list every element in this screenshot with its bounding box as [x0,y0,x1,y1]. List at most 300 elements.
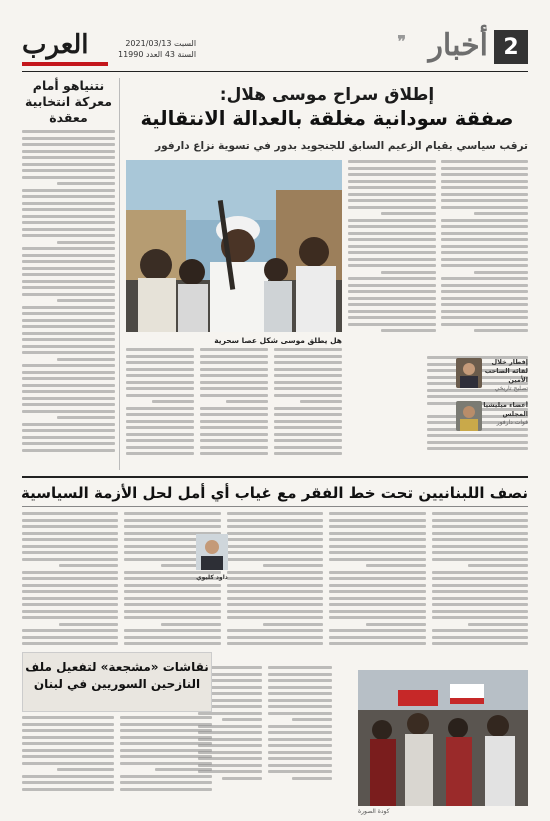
text-line [120,716,212,719]
text-line [274,439,342,442]
text-line [268,679,332,682]
text-line [22,267,115,270]
text-line [22,442,115,445]
text-line [227,616,323,619]
text-line [22,449,115,452]
text-line [329,525,425,528]
text-column [120,716,212,806]
author-name: إفطار خلال لقائه الصاحب الأمين [484,358,528,384]
text-line [22,221,115,224]
text-line [22,410,115,413]
text-column [348,160,436,350]
text-line [432,545,528,548]
text-line [348,206,436,209]
text-line [22,762,114,765]
text-line [22,729,114,732]
text-line [348,160,436,163]
text-line [227,642,323,645]
text-line [432,538,528,541]
text-line [57,299,115,302]
text-line [381,271,435,274]
text-line [348,199,436,202]
text-line [441,310,529,313]
text-line [329,584,425,587]
text-line [200,433,268,436]
text-line [226,400,268,403]
text-line [57,241,115,244]
text-line [268,744,332,747]
text-line [348,245,436,248]
text-line [57,182,115,185]
text-line [22,597,118,600]
text-line [441,251,529,254]
text-line [126,446,194,449]
text-line [155,768,212,771]
text-line [57,358,115,361]
text-line [124,616,220,619]
text-line [57,768,114,771]
text-line [432,551,528,554]
text-line [474,212,528,215]
text-line [200,413,268,416]
text-line [124,636,220,639]
text-column [227,512,323,662]
text-line [227,545,323,548]
text-line [120,729,212,732]
text-line [200,381,268,384]
text-line [22,436,115,439]
text-line [22,286,115,289]
text-line [348,290,436,293]
text-line [200,368,268,371]
text-line [348,303,436,306]
text-line [22,519,118,522]
text-column [22,512,118,662]
text-line [432,577,528,580]
text-line [200,439,268,442]
text-line [22,584,118,587]
text-line [441,297,529,300]
text-column [329,512,425,662]
text-line [22,716,114,719]
text-line [22,558,118,561]
text-line [348,277,436,280]
text-line [22,377,115,380]
text-line [432,629,528,632]
text-line [274,413,342,416]
text-line [22,610,118,613]
text-line [120,762,212,765]
headline-underline [22,506,528,507]
text-line [126,452,194,455]
text-line [348,264,436,267]
text-line [227,525,323,528]
newspaper-logo: العرب [22,30,89,60]
text-line [22,293,115,296]
text-line [120,755,212,758]
text-line [441,199,529,202]
text-line [22,260,115,263]
text-line [381,329,435,332]
text-line [22,176,115,179]
text-line [22,636,118,639]
text-line [22,525,118,528]
text-line [22,749,114,752]
text-line [124,584,220,587]
text-line [126,426,194,429]
text-line [200,394,268,397]
text-column [22,716,114,806]
text-line [126,374,194,377]
text-line [227,558,323,561]
text-line [329,532,425,535]
columnist-name: داود كليوي [196,574,228,581]
text-line [432,610,528,613]
text-line [381,212,435,215]
text-line [348,297,436,300]
section-name: أخبار [428,28,488,63]
text-line [348,180,436,183]
text-line [22,551,118,554]
text-line [348,173,436,176]
text-line [22,571,118,574]
section-divider [22,476,528,478]
text-line [22,788,114,791]
text-line [22,423,115,426]
text-line [329,551,425,554]
text-line [432,558,528,561]
text-line [348,316,436,319]
text-line [441,290,529,293]
text-line [268,764,332,767]
text-line [22,512,118,515]
text-column [126,348,194,470]
text-line [22,312,115,315]
author-name: أعضاء ميليشيا المجلس [483,401,528,418]
text-line [274,368,342,371]
text-line [227,590,323,593]
text-line [263,623,323,626]
text-line [348,251,436,254]
text-line [227,629,323,632]
text-line [329,545,425,548]
text-line [120,742,212,745]
text-line [22,228,115,231]
text-line [22,280,115,283]
text-line [348,186,436,189]
text-line [274,374,342,377]
text-line [441,232,529,235]
text-line [22,755,114,758]
main-photo-caption: هل يطلق موسى شكل عصا سحرية [214,336,342,345]
text-line [22,538,118,541]
text-line [274,394,342,397]
text-line [200,446,268,449]
text-line [124,603,220,606]
text-line [366,623,426,626]
main-headline-block [126,84,528,132]
text-line [200,426,268,429]
text-line [441,167,529,170]
text-line [126,394,194,397]
text-line [22,319,115,322]
text-line [227,584,323,587]
text-line [329,603,425,606]
main-story-photo [126,160,342,332]
text-line [22,254,115,257]
text-line [22,545,118,548]
text-line [441,303,529,306]
text-line [441,238,529,241]
text-line [274,387,342,390]
text-line [268,738,332,741]
quote-mark-icon: ❞ [397,32,406,51]
text-column [274,348,342,470]
text-line [274,407,342,410]
text-line [348,310,436,313]
text-line [59,564,119,567]
text-line [274,381,342,384]
text-line [124,590,220,593]
text-line [348,219,436,222]
text-line [268,731,332,734]
text-line [200,420,268,423]
text-line [126,420,194,423]
text-line [268,712,332,715]
text-line [268,673,332,676]
text-line [432,525,528,528]
text-line [120,781,212,784]
text-line [268,666,332,669]
text-line [441,284,529,287]
text-line [126,433,194,436]
text-line [124,610,220,613]
text-line [268,686,332,689]
text-line [227,597,323,600]
text-line [22,156,115,159]
text-line [222,718,262,721]
text-line [22,390,115,393]
text-line [329,629,425,632]
text-line [152,400,194,403]
boxed-story-title: نقاشات «مشجعة» لتفعيل ملف النازحين السوريين في لبنان [25,660,209,691]
text-line [200,452,268,455]
text-line [432,584,528,587]
text-line [263,564,323,567]
text-line [441,277,529,280]
text-line [126,381,194,384]
text-line [22,590,118,593]
text-line [274,361,342,364]
text-line [432,642,528,645]
columnist-photo [196,534,228,570]
text-line [227,512,323,515]
author-role: تصليح تاريخي [494,385,528,392]
text-line [126,368,194,371]
text-line [274,446,342,449]
text-line [274,348,342,351]
logo-underline [22,62,108,66]
text-line [200,374,268,377]
text-line [441,173,529,176]
main-kicker: إطلاق سراح موسى هلال: [219,85,435,105]
boxed-story-body [22,716,212,806]
text-line [22,364,115,367]
text-line [126,348,194,351]
text-line [329,616,425,619]
text-line [22,150,115,153]
text-line [329,577,425,580]
text-line [22,247,115,250]
text-line [268,725,332,728]
text-line [227,610,323,613]
boxed-story [22,652,212,712]
text-line [22,736,114,739]
text-line [124,629,220,632]
text-line [300,400,342,403]
author-photo [456,401,482,431]
text-line [126,439,194,442]
text-line [474,329,528,332]
issue-date: السبت 2021/03/13 [125,39,197,48]
text-line [432,603,528,606]
text-line [120,788,212,791]
text-line [22,403,115,406]
text-line [200,407,268,410]
text-column [441,160,529,350]
author-sidebar [452,358,528,458]
text-line [329,636,425,639]
text-line [124,519,220,522]
side-story-body [22,130,115,452]
text-line [268,699,332,702]
text-line [432,616,528,619]
text-line [227,636,323,639]
text-line [126,361,194,364]
text-line [22,195,115,198]
text-line [329,538,425,541]
text-line [348,258,436,261]
text-line [22,429,115,432]
text-line [441,193,529,196]
text-line [329,597,425,600]
text-line [22,345,115,348]
text-line [274,420,342,423]
text-column [432,512,528,662]
text-line [268,757,332,760]
text-line [22,202,115,205]
text-line [22,723,114,726]
text-line [329,519,425,522]
text-line [348,232,436,235]
text-line [126,355,194,358]
text-line [124,525,220,528]
text-line [441,258,529,261]
text-line [441,160,529,163]
section-number: 2 [494,30,528,64]
text-line [22,577,118,580]
text-line [22,163,115,166]
text-line [366,564,426,567]
text-line [120,749,212,752]
main-subhead: ترقب سياسي بقيام الزعيم السابق للجنجويد بدور في تسوية نزاع دارفور [155,140,528,152]
text-line [432,597,528,600]
text-line [22,351,115,354]
text-line [348,167,436,170]
text-line [227,603,323,606]
text-line [441,323,529,326]
text-line [329,571,425,574]
main-headline: صفقة سودانية مغلقة بالعدالة الانتقالية [140,107,514,130]
text-line [59,623,119,626]
text-line [22,742,114,745]
main-story-columns [126,348,342,470]
text-line [348,238,436,241]
text-line [329,512,425,515]
text-line [22,208,115,211]
text-line [22,603,118,606]
text-line [126,407,194,410]
text-line [227,532,323,535]
text-line [292,718,332,721]
text-line [22,532,118,535]
text-line [227,551,323,554]
text-line [227,519,323,522]
text-line [329,590,425,593]
text-line [200,348,268,351]
text-line [432,590,528,593]
text-column [268,666,332,796]
text-line [126,387,194,390]
text-line [22,775,114,778]
text-line [22,143,115,146]
text-line [22,371,115,374]
text-line [22,137,115,140]
text-line [57,416,115,419]
text-line [432,512,528,515]
text-line [124,642,220,645]
text-line [120,723,212,726]
text-line [22,384,115,387]
masthead [22,24,528,72]
text-column [200,348,268,470]
text-line [441,219,529,222]
issue-info [118,38,196,60]
text-line [22,130,115,133]
side-story-title: نتنياهو أمام معركة انتخابية معقدة [25,78,112,125]
issue-number: السنة 43 العدد 11990 [118,50,197,59]
text-line [329,610,425,613]
text-line [348,284,436,287]
text-line [22,215,115,218]
text-line [329,558,425,561]
text-line [22,234,115,237]
text-line [120,775,212,778]
text-line [124,512,220,515]
text-line [22,189,115,192]
text-line [22,169,115,172]
text-line [22,397,115,400]
second-headline: نصف اللبنانيين تحت خط الفقر مع غياب أي أمل لحل الأزمة السياسية [20,484,528,502]
text-line [432,571,528,574]
text-line [274,433,342,436]
text-line [468,623,528,626]
text-line [227,538,323,541]
text-line [22,325,115,328]
text-line [200,387,268,390]
text-line [268,751,332,754]
text-line [432,532,528,535]
